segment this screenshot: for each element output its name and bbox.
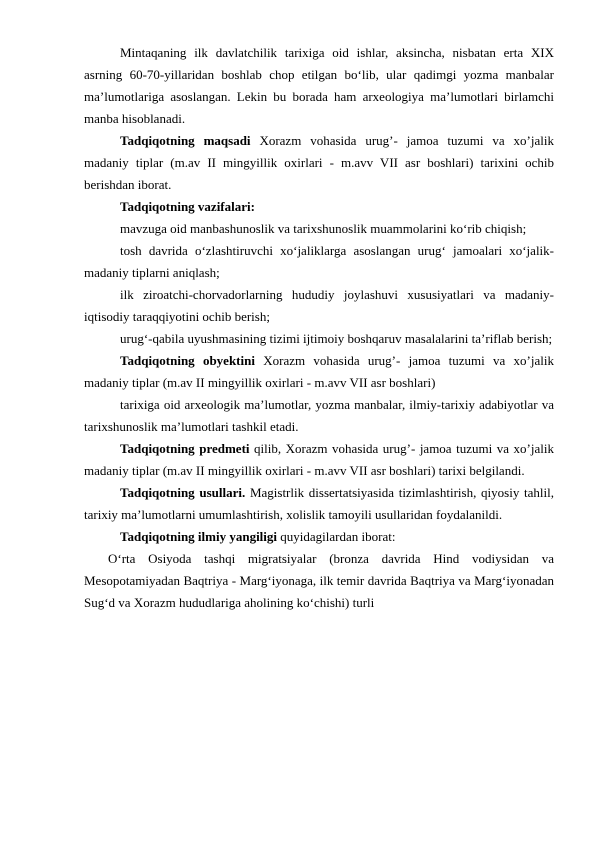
task-item-4: urug‘-qabila uyushmasining tizimi ijtimoiy boshqaruv masalalarini ta’riflab berish; (120, 331, 553, 346)
methods-paragraph (84, 482, 554, 526)
tasks-heading: Tadqiqotning vazifalari: (120, 199, 255, 214)
document-body (84, 42, 554, 614)
task-item-3: ilk ziroatchi-chorvadorlarning hududiy joylashuvi xususiyatlari va madaniy-iqtisodiy taraqqiyotini ochib berish; (84, 287, 554, 324)
aim-text: Xorazm vohasida urug’- jamoa tuzumi va xo’jalik madaniy tiplar (m.av II mingyillik oxirlari - m.avv VII asr boshlari) tarixini ochib berishdan iborat. (84, 133, 554, 192)
aim-paragraph (84, 130, 554, 196)
object-continuation: tarixiga oid arxeologik ma’lumotlar, yozma manbalar, ilmiy-tarixiy adabiyotlar va tarixshunoslik ma’lumotlari tashkil etadi. (84, 397, 554, 434)
tasks-heading-paragraph (84, 196, 554, 218)
subject-text: qilib, Xorazm vohasida urug’- jamoa tuzumi va xo’jalik madaniy tiplar (m.av II mingyillik oxirlari - m.avv VII asr boshlari) tarixi belgilandi. (84, 441, 554, 478)
object-text: Xorazm vohasida urug’- jamoa tuzumi va xo’jalik madaniy tiplar (m.av II mingyillik oxirlari - m.avv VII asr boshlari) (84, 353, 554, 390)
aim-heading: Tadqiqotning maqsadi (120, 133, 251, 148)
task-item-1: mavzuga oid manbashunoslik va tarixshunoslik muammolarini ko‘rib chiqish; (120, 221, 527, 236)
novelty-heading: Tadqiqotning ilmiy yangiligi (120, 529, 278, 544)
methods-heading: Tadqiqotning usullari. (120, 485, 246, 500)
intro-paragraph: Mintaqaning ilk davlatchilik tarixiga oid ishlar, aksincha, nisbatan erta XIX asrning 60-70-yillaridan boshlab chop etilgan bo‘lib, ular qadimgi yozma manbalar ma’lumotlariga asoslangan. Lekin bu borada ham arxeologiya ma’lumotlari birlamchi manba hisoblanadi. (84, 45, 554, 126)
novelty-paragraph (84, 526, 554, 548)
novelty-item-1: O‘rta Osiyoda tashqi migratsiyalar (bronza davrida Hind vodiysidan va Mesopotamiyadan Baqtriya - Marg‘iyonaga, ilk temir davrida Baqtriya va Marg‘iyonadan Sug‘d va Xorazm hududlariga aholining ko‘chishi) turli (84, 551, 554, 610)
object-heading: Tadqiqotning obyektini (120, 353, 255, 368)
novelty-text: quyidagilardan iborat: (277, 529, 396, 544)
task-item-2: tosh davrida o‘zlashtiruvchi xo‘jaliklarga asoslangan urug‘ jamoalari xo‘jalik-madaniy tiplarni aniqlash; (84, 243, 554, 280)
subject-paragraph (84, 438, 554, 482)
methods-text: Magistrlik dissertatsiyasida tizimlashtirish, qiyosiy tahlil, tarixiy ma’lumotlarni umumlashtirish, xolislik tamoyili usullaridan foydalanildi. (84, 485, 554, 522)
subject-heading: Tadqiqotning predmeti (120, 441, 250, 456)
object-paragraph (84, 350, 554, 394)
